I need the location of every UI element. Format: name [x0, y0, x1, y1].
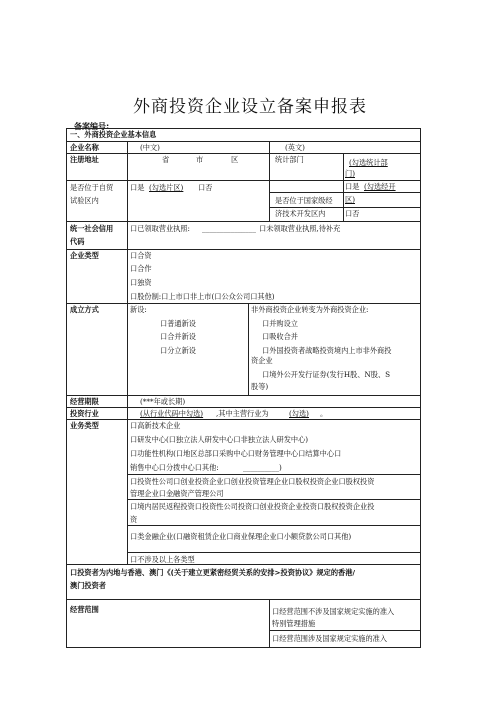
- scope-not-restricted-checkbox[interactable]: 口经营范围不涉及国家规定实施的准入: [272, 607, 395, 616]
- hk-macau-line2: 澳门投资者: [70, 581, 106, 590]
- industry-label: 投资行业: [70, 409, 99, 418]
- biz-hightech-checkbox[interactable]: 口高新技术企业: [130, 421, 181, 430]
- biz-rnd-checkbox[interactable]: 口研发中心(口独立法人研发中心口非独立法人研发中心): [130, 435, 309, 444]
- scope-restricted-checkbox[interactable]: 口经营范围涉及国家规定实施的准入: [272, 634, 388, 643]
- company-name-cn[interactable]: (中文): [140, 143, 160, 152]
- license-obtained-checkbox[interactable]: 口已领取营业执照:: [130, 224, 190, 233]
- method-convert-acquire[interactable]: 口并购设立: [262, 319, 298, 328]
- biz-investment-line2: 管理企业口金融资产管理公司: [130, 489, 224, 498]
- method-convert-overseas[interactable]: 口境外公开发行证券(发行H股、N股、S: [262, 370, 391, 379]
- biz-roundtrip-checkbox[interactable]: 口境内居民返程投资口投资性公司投资口创业投资企业投资口股权投资企业投: [130, 502, 375, 511]
- license-blank[interactable]: _______________: [202, 224, 256, 233]
- method-new-merger[interactable]: 口合并新设: [160, 332, 196, 341]
- devzone-no-checkbox[interactable]: 口否: [345, 209, 360, 218]
- ftz-zone-hint[interactable]: (勾选片区): [149, 183, 184, 192]
- industry-main-hint[interactable]: (勾选): [289, 409, 309, 418]
- period-value[interactable]: (***年或长期): [140, 397, 186, 406]
- scope-not-restricted-line2: 特别管理措施: [272, 619, 316, 628]
- hk-macau-checkbox[interactable]: 口投资者为内地与香港、澳门《(关于建立更紧密经贸关系的安排>投资协议》规定的香港/: [70, 568, 356, 577]
- period-label: 经营期限: [70, 397, 99, 406]
- stat-dept-hint[interactable]: (勾选统计部: [349, 158, 388, 167]
- biz-functional-checkbox[interactable]: 口功能性机构(口地区总部口采购中心口财务管理中心口结算中心口: [130, 449, 342, 458]
- stat-dept-hint-2: 门): [345, 169, 355, 178]
- method-convert-strategic[interactable]: 口外国投资者战略投资境内上市非外商投: [262, 346, 392, 355]
- enterprise-type-label: 企业类型: [70, 251, 99, 260]
- devzone-hint[interactable]: (勾选经开: [364, 182, 396, 191]
- type-wfoe-checkbox[interactable]: 口独资: [130, 278, 152, 287]
- company-name-en[interactable]: (英文): [285, 143, 305, 152]
- address-district: 区: [231, 155, 239, 164]
- address-label: 注册地址: [70, 155, 99, 164]
- biz-investment-checkbox[interactable]: 口投资性公司口创业投资企业口创业投资管理企业口股权投资企业口股权投资: [130, 477, 375, 486]
- method-convert-label: 非外商投资企业转变为外商投资企业:: [251, 305, 369, 314]
- devzone-yes-checkbox[interactable]: 口是: [345, 182, 360, 191]
- biz-none-checkbox[interactable]: 口不涉及以上各类型: [130, 555, 195, 564]
- address-city: 市: [196, 155, 204, 164]
- form-title: 外商投资企业设立备案申报表: [133, 97, 367, 117]
- address-province: 省: [162, 155, 170, 164]
- ftz-no-checkbox[interactable]: 口否: [198, 183, 213, 192]
- method-new-label: 新设:: [130, 305, 147, 314]
- credit-code-label-2: 代码: [70, 237, 85, 246]
- method-label: 成立方式: [70, 305, 99, 314]
- method-new-ordinary[interactable]: 口普通新设: [160, 319, 196, 328]
- credit-code-label: 统一社会信用: [70, 224, 114, 233]
- type-coop-checkbox[interactable]: 口合作: [130, 264, 152, 273]
- biz-roundtrip-line2: 资: [130, 515, 138, 524]
- devzone-hint-2: 区): [345, 195, 355, 204]
- method-convert-overseas-2: 股等): [251, 382, 269, 391]
- devzone-label: 是否位于国家级经: [275, 196, 333, 205]
- section-heading: 一、外商投资企业基本信息: [70, 130, 157, 139]
- biz-other-blank[interactable]: __________): [243, 463, 282, 472]
- type-jv-checkbox[interactable]: 口合资: [130, 251, 152, 260]
- license-not-obtained-checkbox[interactable]: 口未领取营业执照,待补充: [259, 224, 341, 233]
- ftz-label: 是否位于自贸: [70, 183, 114, 192]
- industry-end: 。: [320, 409, 328, 418]
- biz-functional-line2: 销售中心口分拨中心口其他:: [130, 463, 219, 472]
- ftz-yes-checkbox[interactable]: 口是: [130, 183, 145, 192]
- scope-label: 经营范围: [70, 605, 99, 614]
- ftz-label-2: 试验区内: [70, 196, 99, 205]
- industry-main-text: ,其中主营行业为: [216, 409, 269, 418]
- doc-no-label: 备案编号:: [74, 122, 110, 131]
- devzone-label-2: 济技术开发区内: [275, 209, 326, 218]
- method-convert-strategic-2: 资企业: [251, 356, 273, 365]
- method-new-split[interactable]: 口分立新设: [160, 346, 196, 355]
- company-name-label: 企业名称: [70, 143, 99, 152]
- biz-type-label: 业务类型: [70, 421, 99, 430]
- industry-hint[interactable]: (从行业代码中勾选): [140, 409, 204, 418]
- type-share-checkbox[interactable]: 口股份制:口上市口非上市(口公众公司口其他): [130, 292, 275, 301]
- stat-dept-label: 统计部门: [275, 155, 304, 164]
- biz-quasi-finance-checkbox[interactable]: 口类金融企业(口融资租赁企业口商业保理企业口小额贷款公司口其他): [130, 532, 352, 541]
- method-convert-absorb[interactable]: 口吸收合并: [262, 332, 298, 341]
